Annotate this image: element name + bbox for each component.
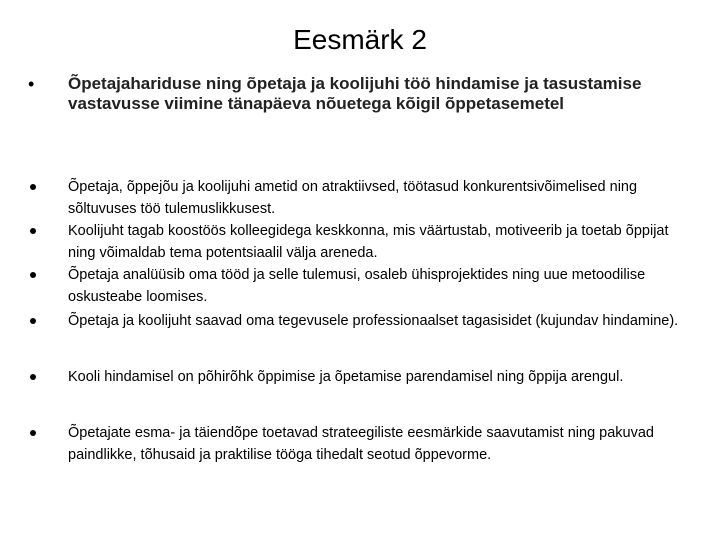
bullet-icon (30, 374, 36, 380)
main-bullet-text: Õpetajahariduse ning õpetaja ja koolijuhi töö hindamise ja tasustamise vastavusse viimine tänapäeva nõuetega kõigil õppetasemetel (68, 74, 642, 113)
bullet-icon (30, 430, 36, 436)
sub-bullet-text: Õpetajate esma- ja täiendõpe toetavad strateegiliste eesmärkide saavutamist ning pakuvad paindlikke, tõhusaid ja praktilise tööga tihedalt seotud õppevorme. (68, 425, 654, 463)
sub-bullet-text: Õpetaja ja koolijuht saavad oma tegevusele professionaalset tagasisidet (kujundav hindamine). (68, 313, 679, 329)
sub-bullet-text: Kooli hindamisel on põhirõhk õppimise ja õpetamise parendamisel ning õppija arengul. (68, 369, 624, 385)
slide-title: Eesmärk 2 (293, 24, 427, 55)
sub-bullet-text: Õpetaja analüüsib oma tööd ja selle tulemusi, osaleb ühisprojektides ning uue metoodilise oskusteabe loomises. (68, 267, 646, 305)
bullet-icon (30, 184, 36, 190)
bullet-icon (30, 272, 36, 278)
sub-bullet-text: Koolijuht tagab koostöös kolleegidega keskkonna, mis väärtustab, motiveerib ja toetab õppijat ning võimaldab tema potentsiaalil välja areneda. (68, 223, 669, 261)
bullet-icon (30, 318, 36, 324)
sub-bullet-text: Õpetaja, õppejõu ja koolijuhi ametid on atraktiivsed, töötasud konkurentsivõimelised ning sõltuvuses töö tulemuslikkusest. (68, 179, 638, 217)
bullet-icon: • (28, 74, 35, 94)
bullet-icon (30, 228, 36, 234)
